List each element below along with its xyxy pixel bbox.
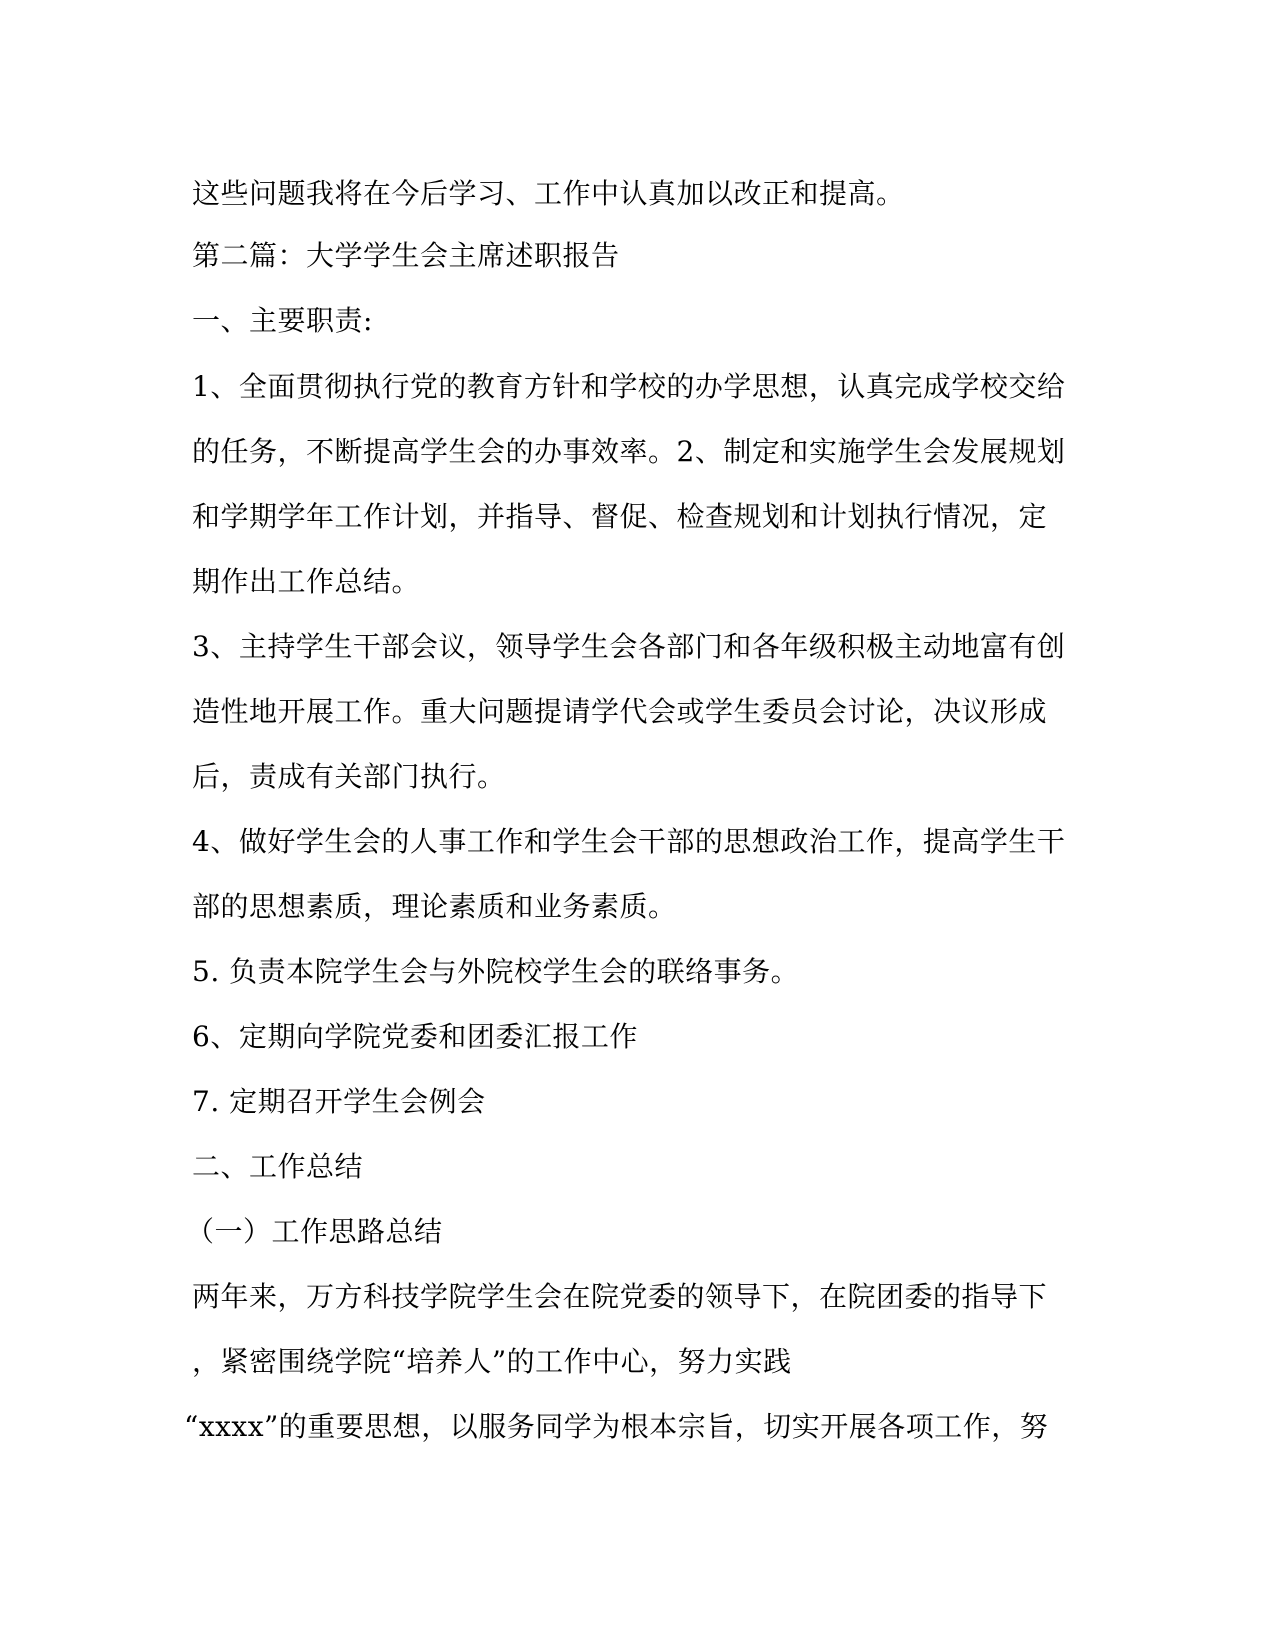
heading-work-summary: 二、工作总结 [192, 1150, 364, 1183]
text-line: 造性地开展工作。重大问题提请学代会或学生委员会讨论，决议形成 [192, 695, 1048, 728]
text-line: “xxxx”的重要思想，以服务同学为根本宗旨，切实开展各项工作，努 [184, 1410, 1049, 1443]
heading-main-duties: 一、主要职责: [192, 304, 373, 337]
section-title: 第二篇：大学学生会主席述职报告 [192, 239, 620, 272]
text-line: 期作出工作总结。 [192, 565, 421, 598]
text-line: 两年来，万方科技学院学生会在院党委的领导下，在院团委的指导下 [192, 1280, 1048, 1313]
text-line: 4、做好学生会的人事工作和学生会干部的思想政治工作，提高学生干 [192, 825, 1066, 858]
subheading-work-thinking: （一）工作思路总结 [186, 1215, 443, 1248]
text-line: 部的思想素质，理论素质和业务素质。 [192, 890, 677, 923]
text-line: ，紧密围绕学院“培养人”的工作中心，努力实践 [192, 1345, 792, 1378]
text-line: 的任务，不断提高学生会的办事效率。2、制定和实施学生会发展规划 [192, 435, 1066, 468]
text-line: 后，责成有关部门执行。 [192, 760, 506, 793]
text-line: 7. 定期召开学生会例会 [192, 1085, 486, 1118]
text-line: 3、主持学生干部会议，领导学生会各部门和各年级积极主动地富有创 [192, 630, 1066, 663]
text-line: 和学期学年工作计划，并指导、督促、检查规划和计划执行情况，定 [192, 500, 1048, 533]
text-line: 6、定期向学院党委和团委汇报工作 [192, 1020, 638, 1053]
text-line: 5. 负责本院学生会与外院校学生会的联络事务。 [192, 955, 800, 988]
text-line: 这些问题我将在今后学习、工作中认真加以改正和提高。 [192, 177, 905, 210]
text-line: 1、全面贯彻执行党的教育方针和学校的办学思想，认真完成学校交给 [192, 370, 1066, 403]
